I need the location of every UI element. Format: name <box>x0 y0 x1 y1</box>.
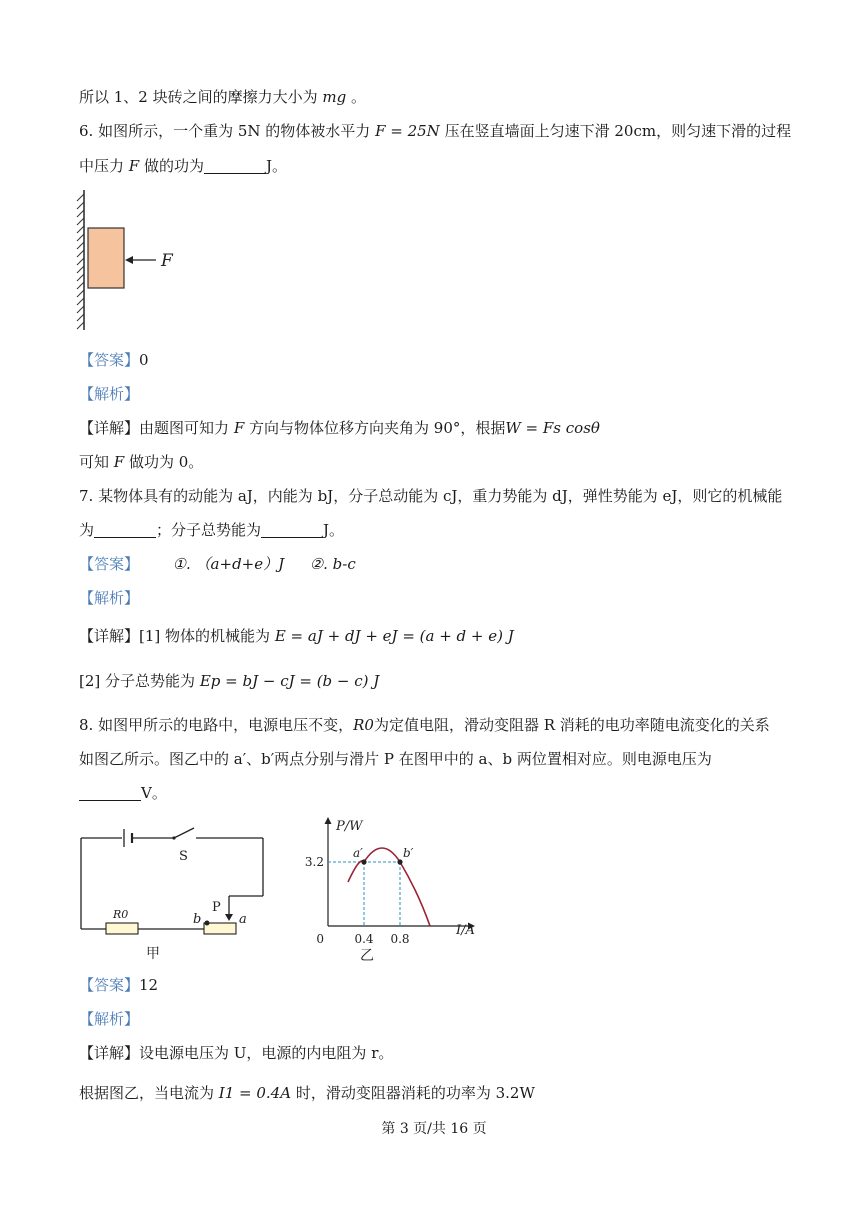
slider-label: P <box>212 900 221 915</box>
q6-detail-line2 <box>79 451 203 473</box>
answer-blank <box>94 522 156 538</box>
q8-last <box>79 1082 535 1104</box>
answer-part1: ①. （a+d+e）J <box>172 555 285 573</box>
q8-line1 <box>79 714 770 736</box>
switch-blade <box>174 828 194 838</box>
x-tick-label: 0.4 <box>354 932 374 946</box>
text: 可知 <box>79 453 110 471</box>
text: [1] 物体的机械能为 <box>139 627 271 645</box>
end-b-label: b <box>193 912 202 927</box>
formula-potential-energy: Ep = bJ − cJ = (b − c) J <box>199 672 380 690</box>
wall-block-figure <box>72 188 192 334</box>
resistor-r0 <box>106 923 138 934</box>
answer-blank <box>261 522 323 538</box>
end-a-label: a <box>239 912 247 927</box>
q6-detail <box>79 417 600 439</box>
text: J。 <box>266 157 288 175</box>
y-axis-arrow <box>325 817 332 824</box>
text: 。 <box>351 88 367 106</box>
analysis-tag: 【解析】 <box>79 1010 140 1028</box>
q7-answer <box>79 553 356 575</box>
force-label: F <box>161 251 173 271</box>
page-footer: 第 3 页/共 16 页 <box>381 1121 487 1137</box>
detail-tag: 【详解】 <box>79 1044 140 1062</box>
q7-line1 <box>79 485 782 507</box>
detail-tag: 【详解】 <box>79 419 140 437</box>
q8-line2 <box>79 748 712 770</box>
origin-label: 0 <box>316 932 324 946</box>
text: 时，滑动变阻器消耗的功率为 3.2W <box>295 1084 535 1102</box>
q7-detail1 <box>79 625 514 647</box>
text: 如图乙所示。图乙中的 a′、b′两点分别与滑片 P 在图甲中的 a、b 两位置相对应。则电源电压为 <box>79 750 712 768</box>
q6-answer <box>79 349 149 371</box>
q8-detail <box>79 1042 393 1064</box>
text: V。 <box>141 784 167 802</box>
math-mg: mg <box>322 88 347 106</box>
q8-line3 <box>79 782 167 804</box>
x-tick-label: 0.8 <box>390 932 410 946</box>
y-tick-label: 3.2 <box>304 855 324 869</box>
force-arrowhead <box>125 256 133 264</box>
answer-blank <box>204 158 266 174</box>
formula-mechanical-energy: E = aJ + dJ + eJ = (a + d + e) J <box>274 627 514 645</box>
q6-line2 <box>79 155 287 177</box>
answer-value: 0 <box>139 351 149 369</box>
answer-value: 12 <box>139 976 159 994</box>
answer-tag: 【答案】 <box>79 351 140 369</box>
q7-analysis <box>79 587 139 609</box>
point-label: b′ <box>403 846 414 860</box>
text: 设电源电压为 U，电源的内电阻为 r。 <box>139 1044 394 1062</box>
point-marker <box>397 859 402 864</box>
answer-blank <box>79 785 141 801</box>
text: 6. 如图所示，一个重为 5N 的物体被水平力 <box>79 122 371 140</box>
text: ；分子总势能为 <box>156 521 262 539</box>
q7-detail2 <box>79 670 379 692</box>
text: 由题图可知力 <box>139 419 230 437</box>
block <box>88 228 124 288</box>
answer-part2: ②. b-c <box>309 555 356 573</box>
text-line <box>79 86 366 108</box>
switch-label: S <box>179 849 188 864</box>
slider-arrow <box>225 914 233 921</box>
point-label: a′ <box>353 846 363 860</box>
var-f: F <box>233 419 245 437</box>
detail-tag: 【详解】 <box>79 627 140 645</box>
text: 方向与物体位移方向夹角为 90°，根据 <box>249 419 506 437</box>
text: 为定值电阻，滑动变阻器 R 消耗的电功率随电流变化的关系 <box>373 716 770 734</box>
text: 做功为 0。 <box>129 453 204 471</box>
y-axis-label: P/W <box>336 819 363 834</box>
var-f: F <box>113 453 125 471</box>
analysis-tag: 【解析】 <box>79 385 140 403</box>
text: 中压力 <box>79 157 125 175</box>
circuit-diagram <box>76 822 276 968</box>
y-tick-labels <box>305 855 324 869</box>
q8-analysis <box>79 1008 139 1030</box>
power-current-chart <box>300 812 490 964</box>
resistor-label: R0 <box>113 908 129 921</box>
text: 8. 如图甲所示的电路中，电源电压不变， <box>79 716 354 734</box>
chart-caption: 乙 <box>360 948 374 964</box>
text: 做的功为 <box>144 157 205 175</box>
answer-tag: 【答案】 <box>79 976 140 994</box>
text: 所以 1、2 块砖之间的摩擦力大小为 <box>79 88 318 106</box>
text: 7. 某物体具有的动能为 aJ，内能为 bJ，分子总动能为 cJ，重力势能为 dJ，弹性势能为 eJ，则它的机械能 <box>79 487 783 505</box>
text: 压在竖直墙面上匀速下滑 20cm，则匀速下滑的过程 <box>444 122 792 140</box>
text: [2] 分子总势能为 <box>79 672 196 690</box>
q7-line2 <box>79 519 344 541</box>
q6-analysis <box>79 383 139 405</box>
math-force: F = 25N <box>375 122 440 140</box>
x-axis-label: I/A <box>456 923 475 938</box>
wall-hatch <box>77 194 84 329</box>
guide-lines <box>328 862 400 926</box>
q6-line1 <box>79 120 791 142</box>
x-tick-labels <box>354 932 409 946</box>
formula-current: I1 = 0.4A <box>218 1084 292 1102</box>
formula-work: W = Fs cosθ <box>505 419 600 437</box>
point-b <box>205 921 210 926</box>
var-r0: R0 <box>353 716 374 734</box>
text: 为 <box>79 521 95 539</box>
text: J。 <box>323 521 345 539</box>
q8-answer <box>79 974 158 996</box>
analysis-tag: 【解析】 <box>79 589 140 607</box>
circuit-caption: 甲 <box>146 946 160 962</box>
point-marker <box>361 859 366 864</box>
text: 根据图乙，当电流为 <box>79 1084 215 1102</box>
var-f: F <box>128 157 140 175</box>
answer-tag: 【答案】 <box>79 555 140 573</box>
